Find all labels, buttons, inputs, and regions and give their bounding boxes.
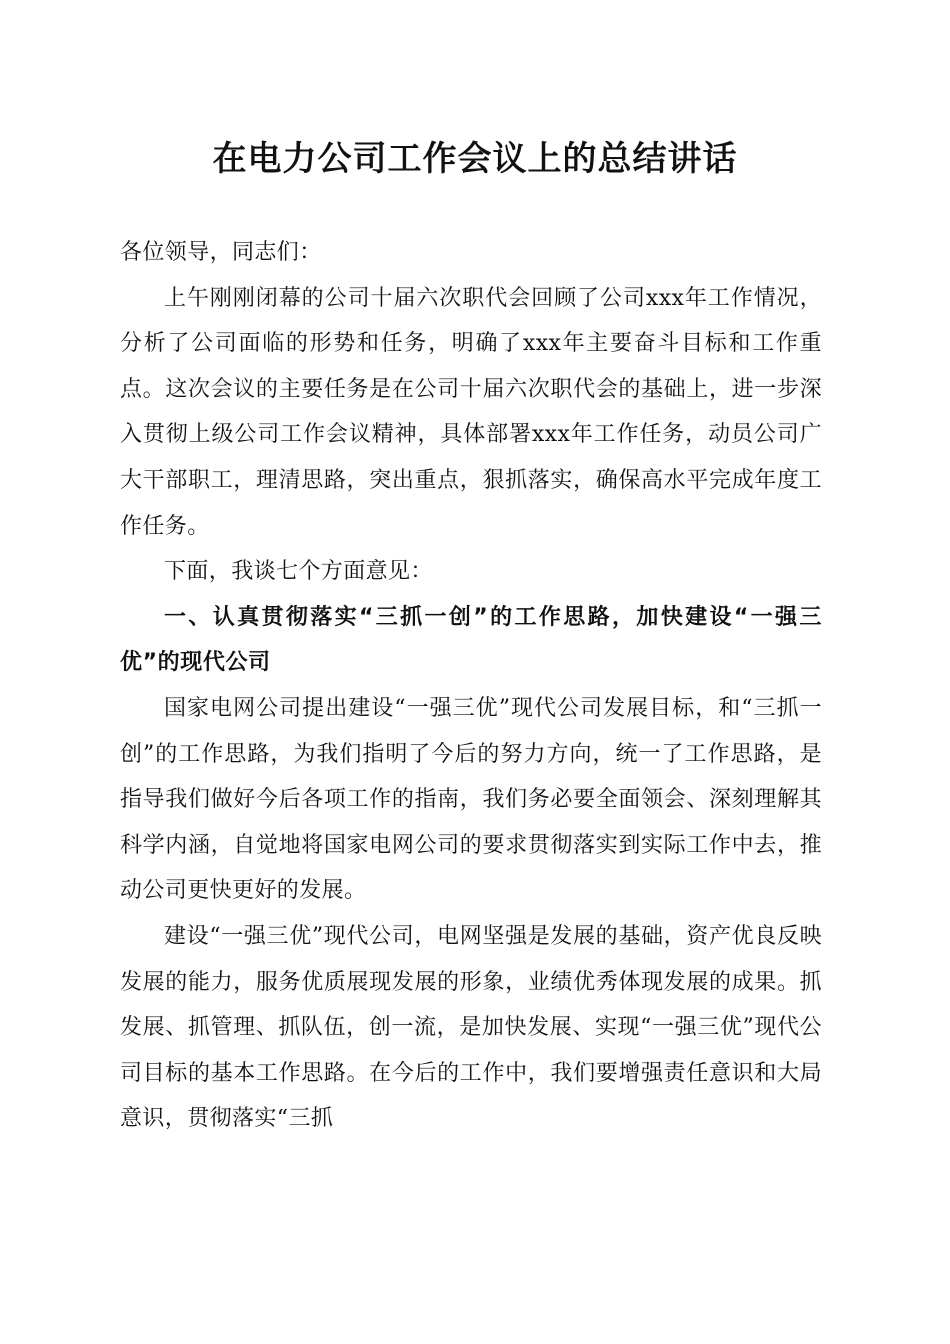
document-title: 在电力公司工作会议上的总结讲话 (212, 139, 738, 179)
salutation: 各位领导，同志们： (120, 240, 322, 265)
section-heading: 一、认真贯彻落实“三抓一创”的工作思路，加快建设“一强三优”的现代公司 (120, 604, 822, 676)
section-paragraph: 国家电网公司提出建设“一强三优”现代公司发展目标，和“三抓一创”的工作思路，为我们指明了今后的努力方向，统一了工作思路，是指导我们做好今后各项工作的指南，我们务必要全面领会、深刻理解其科学内涵，自觉地将国家电网公司的要求贯彻落实到实际工作中去，推动公司更快更好的发展。 (120, 695, 822, 904)
paragraph-outline: 下面，我谈七个方面意见： (164, 559, 433, 585)
section-paragraph: 建设“一强三优”现代公司，电网坚强是发展的基础，资产优良反映发展的能力，服务优质展现发展的形象，业绩优秀体现发展的成果。抓发展、抓管理、抓队伍，创一流，是加快发展、实现“一强三优”现代公司目标的基本工作思路。在今后的工作中，我们要增强责任意识和大局意识，贯彻落实“三抓 (120, 923, 822, 1132)
document-body (120, 230, 822, 1142)
paragraph-intro: 上午刚刚闭幕的公司十届六次职代会回顾了公司xxx年工作情况，分析了公司面临的形势和任务，明确了xxx年主要奋斗目标和工作重点。这次会议的主要任务是在公司十届六次职代会的基础上，进一步深入贯彻上级公司工作会议精神，具体部署xxx年工作任务，动员公司广大干部职工，理清思路，突出重点，狠抓落实，确保高水平完成年度工作任务。 (120, 285, 822, 539)
